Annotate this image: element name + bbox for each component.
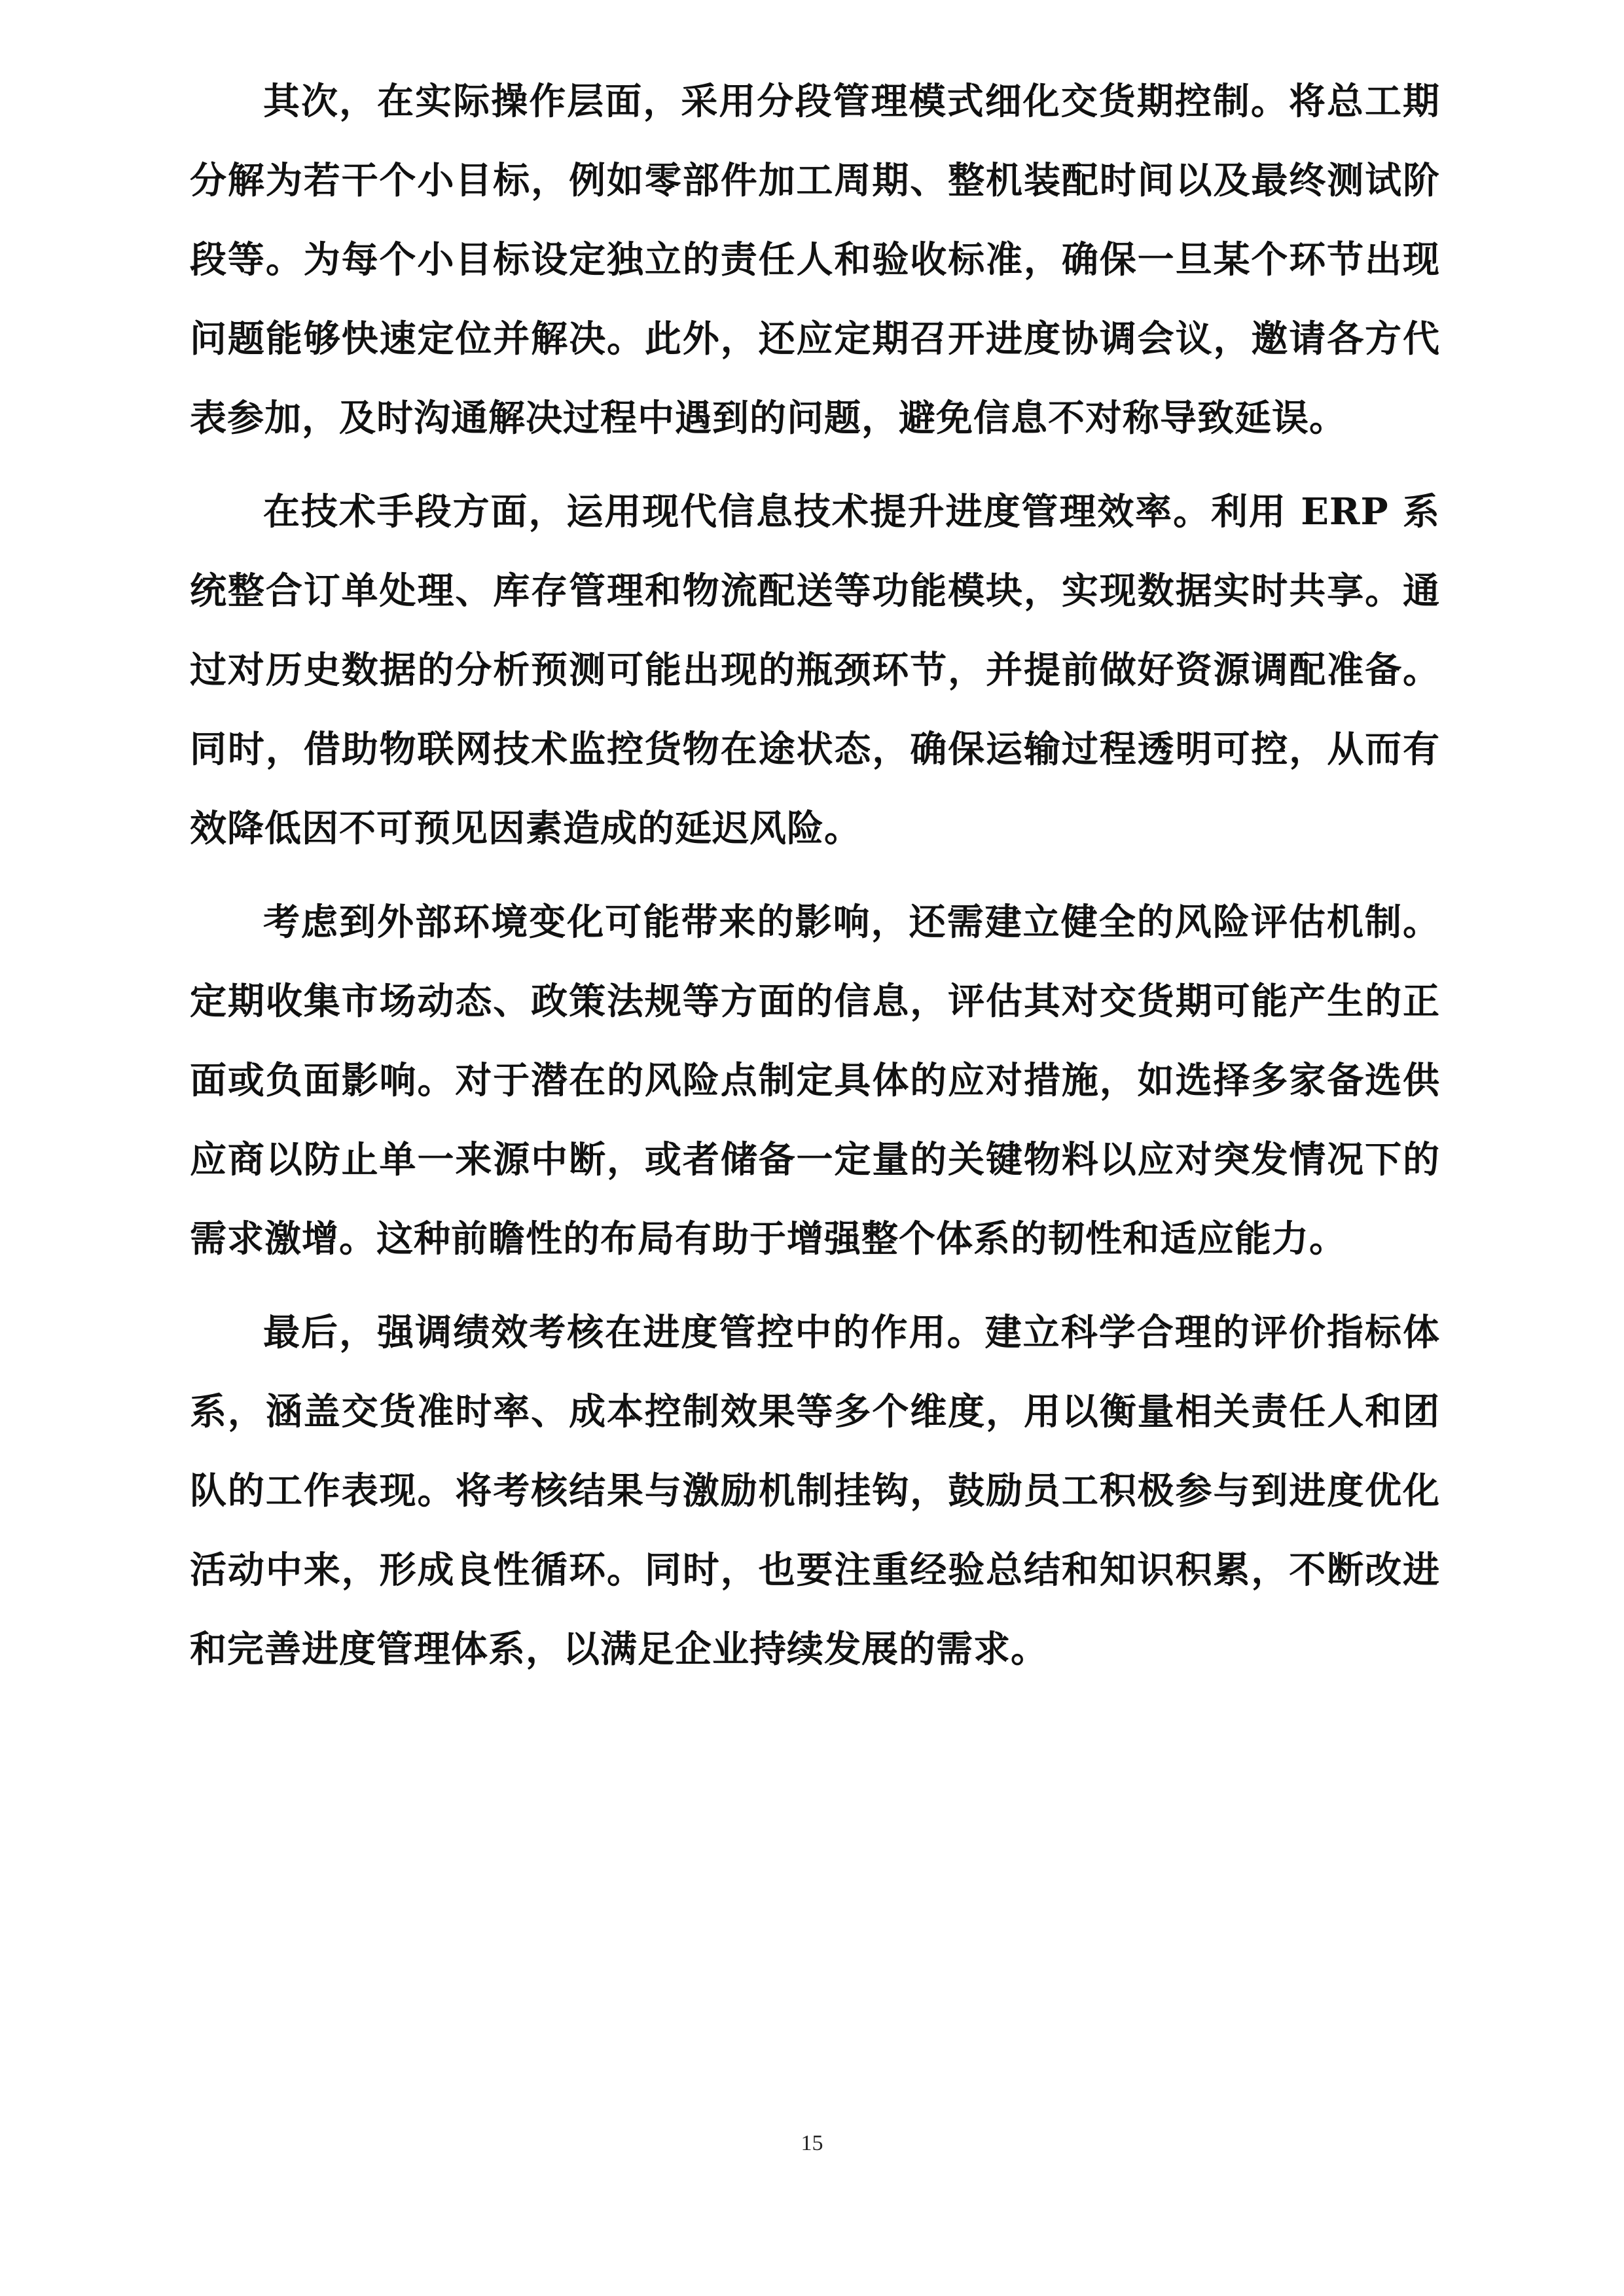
paragraph-1: 其次，在实际操作层面，采用分段管理模式细化交货期控制。将总工期分解为若干个小目标，例如零部件加工周期、整机装配时间以及最终测试阶段等。为每个小目标设定独立的责任人和验收标准，确保一旦某个环节出现问题能够快速定位并解决。此外，还应定期召开进度协调会议，邀请各方代表参加，及时沟通解决过程中遇到的问题，避免信息不对称导致延误。 bbox=[190, 80, 1440, 440]
page-number: 15 bbox=[801, 2131, 823, 2155]
paragraph-2: 在技术手段方面，运用现代信息技术提升进度管理效率。利用 ERP 系统整合订单处理、库存管理和物流配送等功能模块，实现数据实时共享。通过对历史数据的分析预测可能出现的瓶颈环节，并提前做好资源调配准备。同时，借助物联网技术监控货物在途状态，确保运输过程透明可控，从而有效降低因不可预见因素造成的延迟风险。 bbox=[190, 490, 1440, 850]
body-text bbox=[190, 62, 1440, 1704]
paragraph-3: 考虑到外部环境变化可能带来的影响，还需建立健全的风险评估机制。定期收集市场动态、政策法规等方面的信息，评估其对交货期可能产生的正面或负面影响。对于潜在的风险点制定具体的应对措施，如选择多家备选供应商以防止单一来源中断，或者储备一定量的关键物料以应对突发情况下的需求激增。这种前瞻性的布局有助于增强整个体系的韧性和适应能力。 bbox=[190, 901, 1440, 1261]
paragraph-4: 最后，强调绩效考核在进度管控中的作用。建立科学合理的评价指标体系，涵盖交货准时率、成本控制效果等多个维度，用以衡量相关责任人和团队的工作表现。将考核结果与激励机制挂钩，鼓励员工积极参与到进度优化活动中来，形成良性循环。同时，也要注重经验总结和知识积累，不断改进和完善进度管理体系，以满足企业持续发展的需求。 bbox=[190, 1311, 1440, 1671]
